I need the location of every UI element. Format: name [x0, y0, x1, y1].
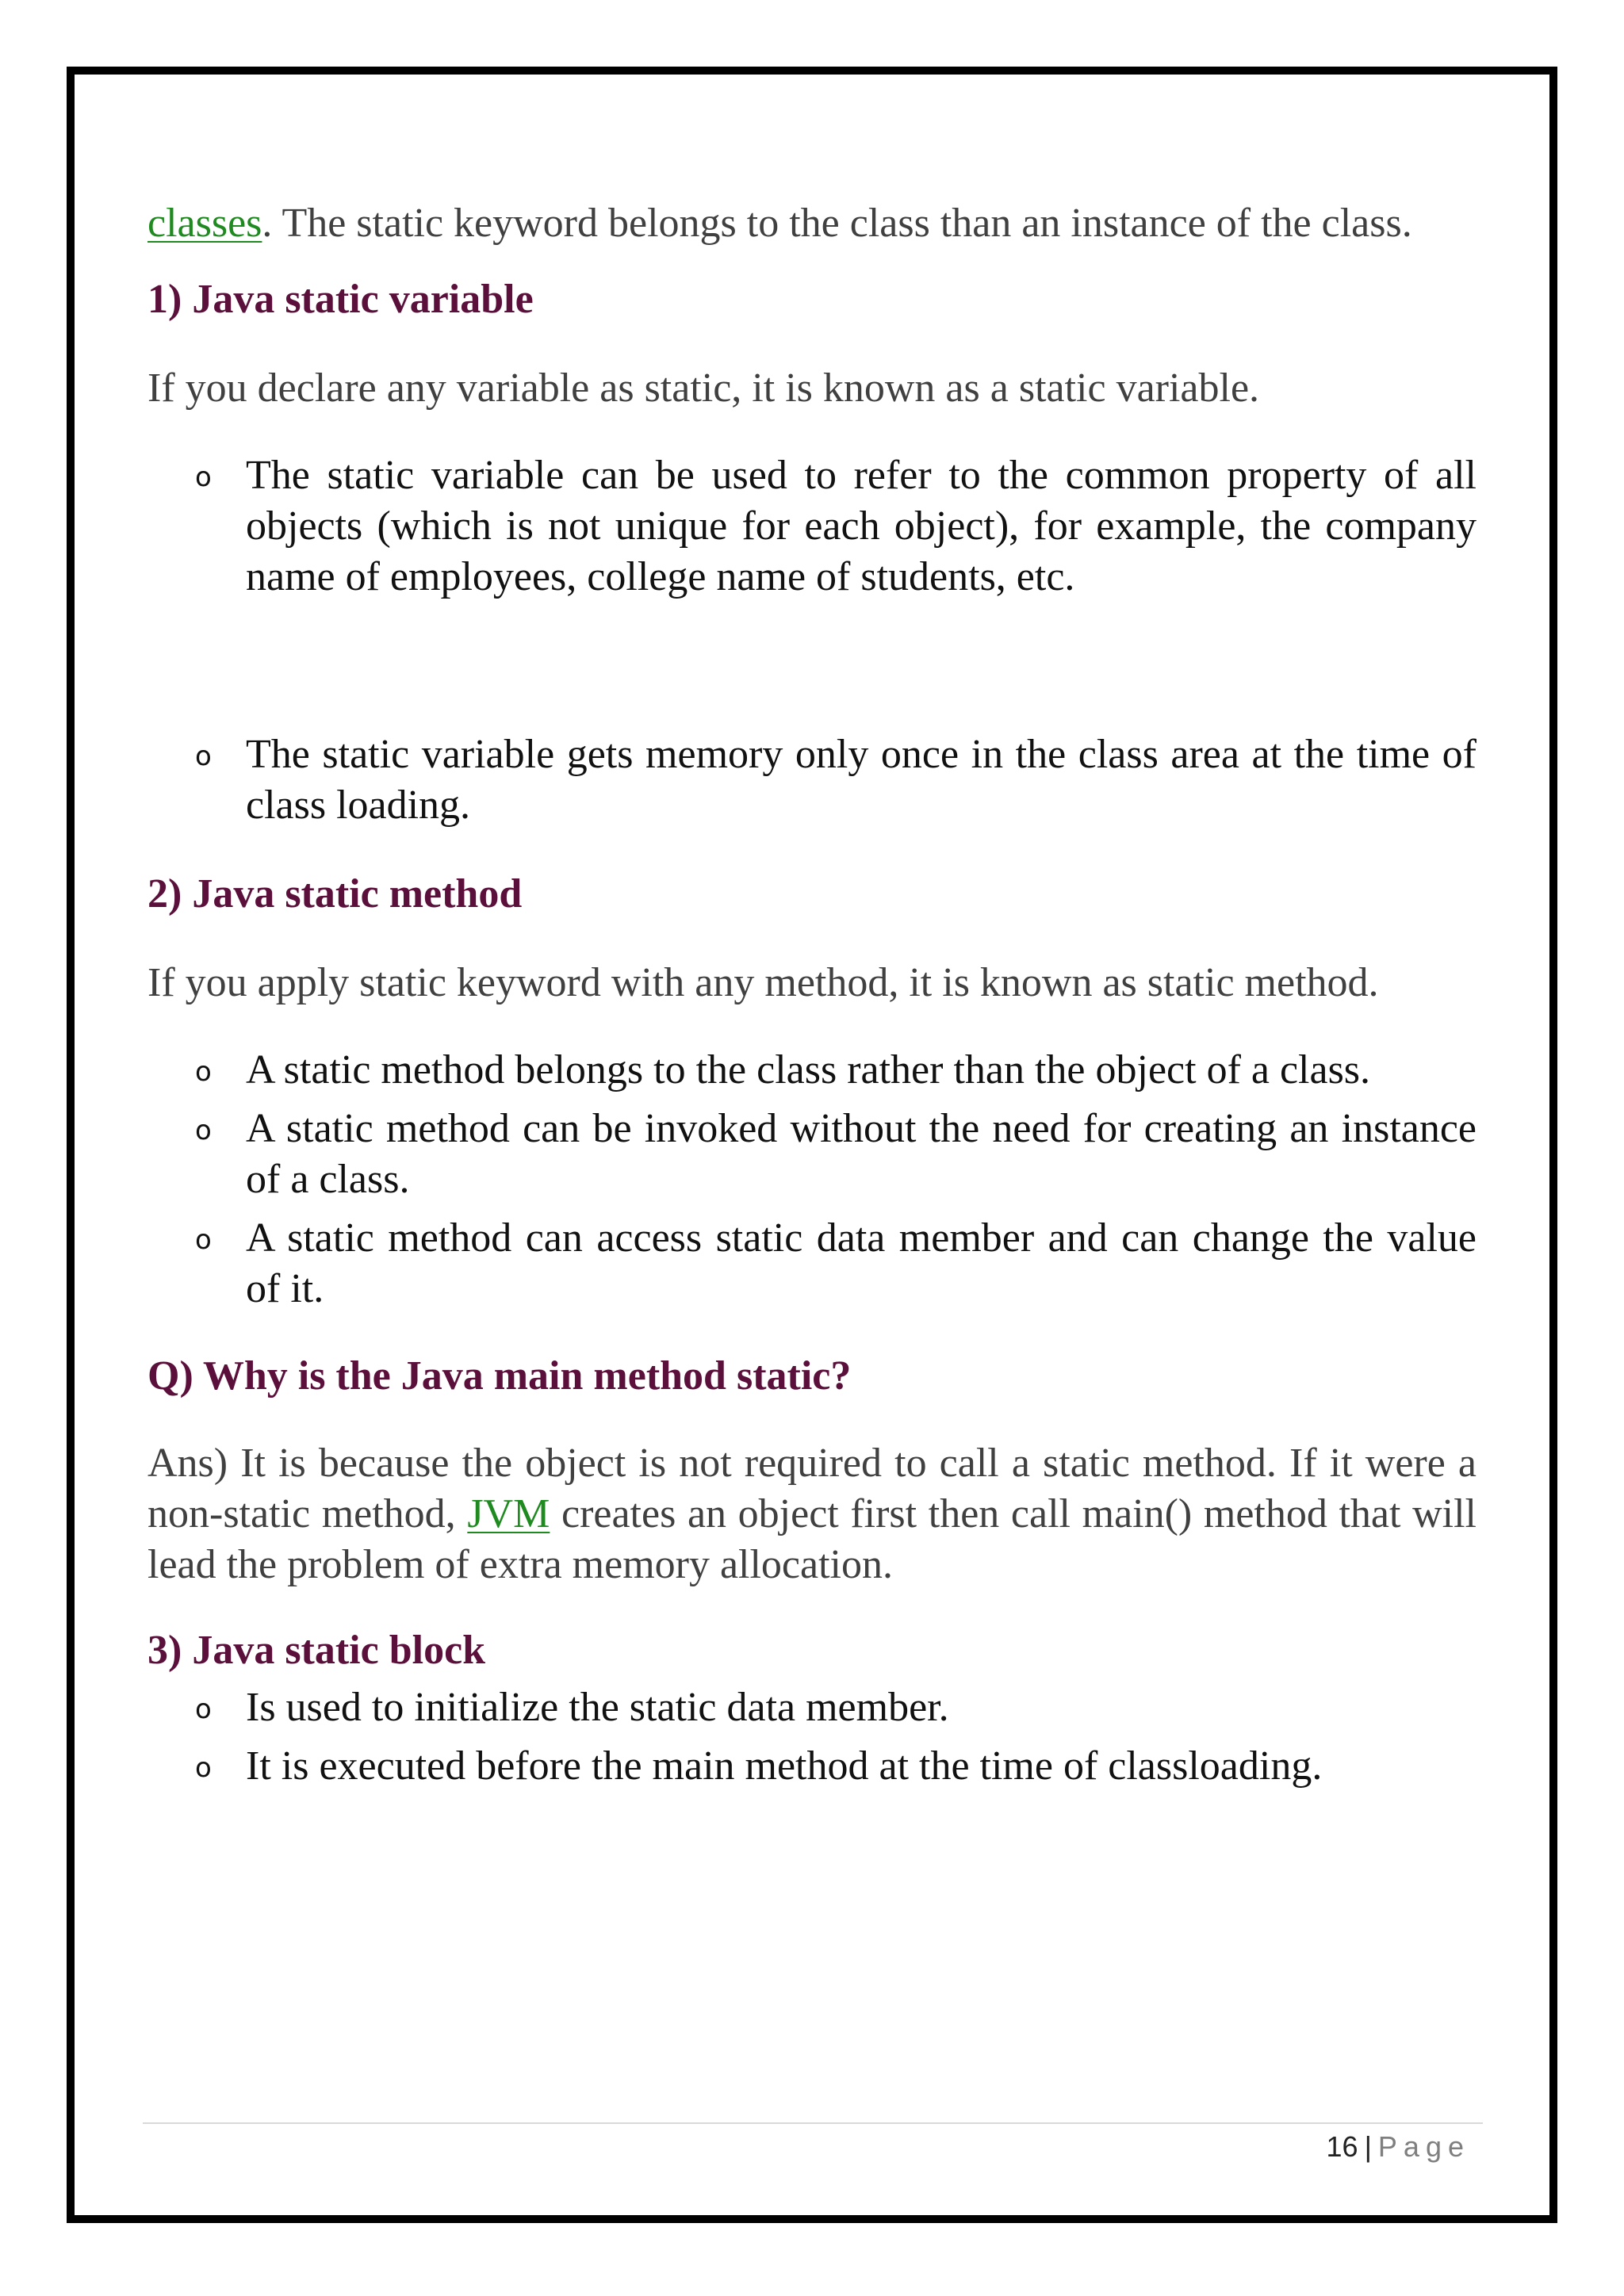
static-block-list — [147, 1682, 1477, 1792]
list-item: o A static method belongs to the class rather than the object of a class. — [246, 1045, 1477, 1096]
intro-paragraph — [147, 198, 1477, 249]
static-variable-list — [147, 450, 1477, 831]
bullet-icon: o — [195, 1115, 212, 1146]
heading-static-variable: 1) Java static variable — [147, 277, 534, 322]
list-item: o A static method can be invoked without the need for creating an instance of a class. — [195, 1106, 1477, 1202]
answer-paragraph: Ans) It is because the object is not required to call a static method. If it were a non-static method, JVM creates an object first then call main() method that will lead the problem of extra memory allocation. — [147, 1441, 1477, 1587]
page-number: 16 — [1326, 2130, 1358, 2163]
heading-static-method: 2) Java static method — [147, 871, 523, 916]
heading-main-static-question: Q) Why is the Java main method static? — [147, 1353, 852, 1399]
page-label: Page — [1377, 2130, 1470, 2163]
bullet-icon: o — [195, 740, 212, 772]
bullet-icon: o — [195, 1056, 212, 1088]
list-item: o The static variable gets memory only once in the class area at the time of class loading. — [195, 732, 1477, 828]
jvm-link[interactable]: JVM — [467, 1491, 550, 1536]
intro-text: . The static keyword belongs to the class than an instance of the class. — [262, 201, 1412, 246]
list-item: o It is executed before the main method at the time of classloading. — [246, 1741, 1477, 1792]
bullet-icon: o — [195, 1752, 212, 1784]
heading-static-block: 3) Java static block — [147, 1628, 486, 1673]
classes-link[interactable]: classes — [147, 201, 262, 246]
static-method-intro: If you apply static keyword with any method, it is known as static method. — [147, 960, 1379, 1005]
list-item: o Is used to initialize the static data member. — [246, 1682, 1477, 1733]
bullet-icon: o — [195, 1693, 212, 1725]
list-item: o A static method can access static data member and can change the value of it. — [195, 1215, 1477, 1311]
footer-separator: | — [1364, 2130, 1372, 2163]
page-footer — [1327, 2130, 1470, 2164]
static-variable-intro: If you declare any variable as static, it is known as a static variable. — [147, 365, 1260, 411]
page-content — [147, 198, 1477, 1792]
bullet-icon: o — [195, 461, 212, 493]
footer-rule — [143, 2122, 1483, 2124]
bullet-icon: o — [195, 1224, 212, 1256]
list-item: o The static variable can be used to refer to the common property of all objects (which is not unique for each object), for example, the company name of employees, college name of students, etc. — [195, 453, 1477, 599]
static-method-list — [147, 1045, 1477, 1314]
